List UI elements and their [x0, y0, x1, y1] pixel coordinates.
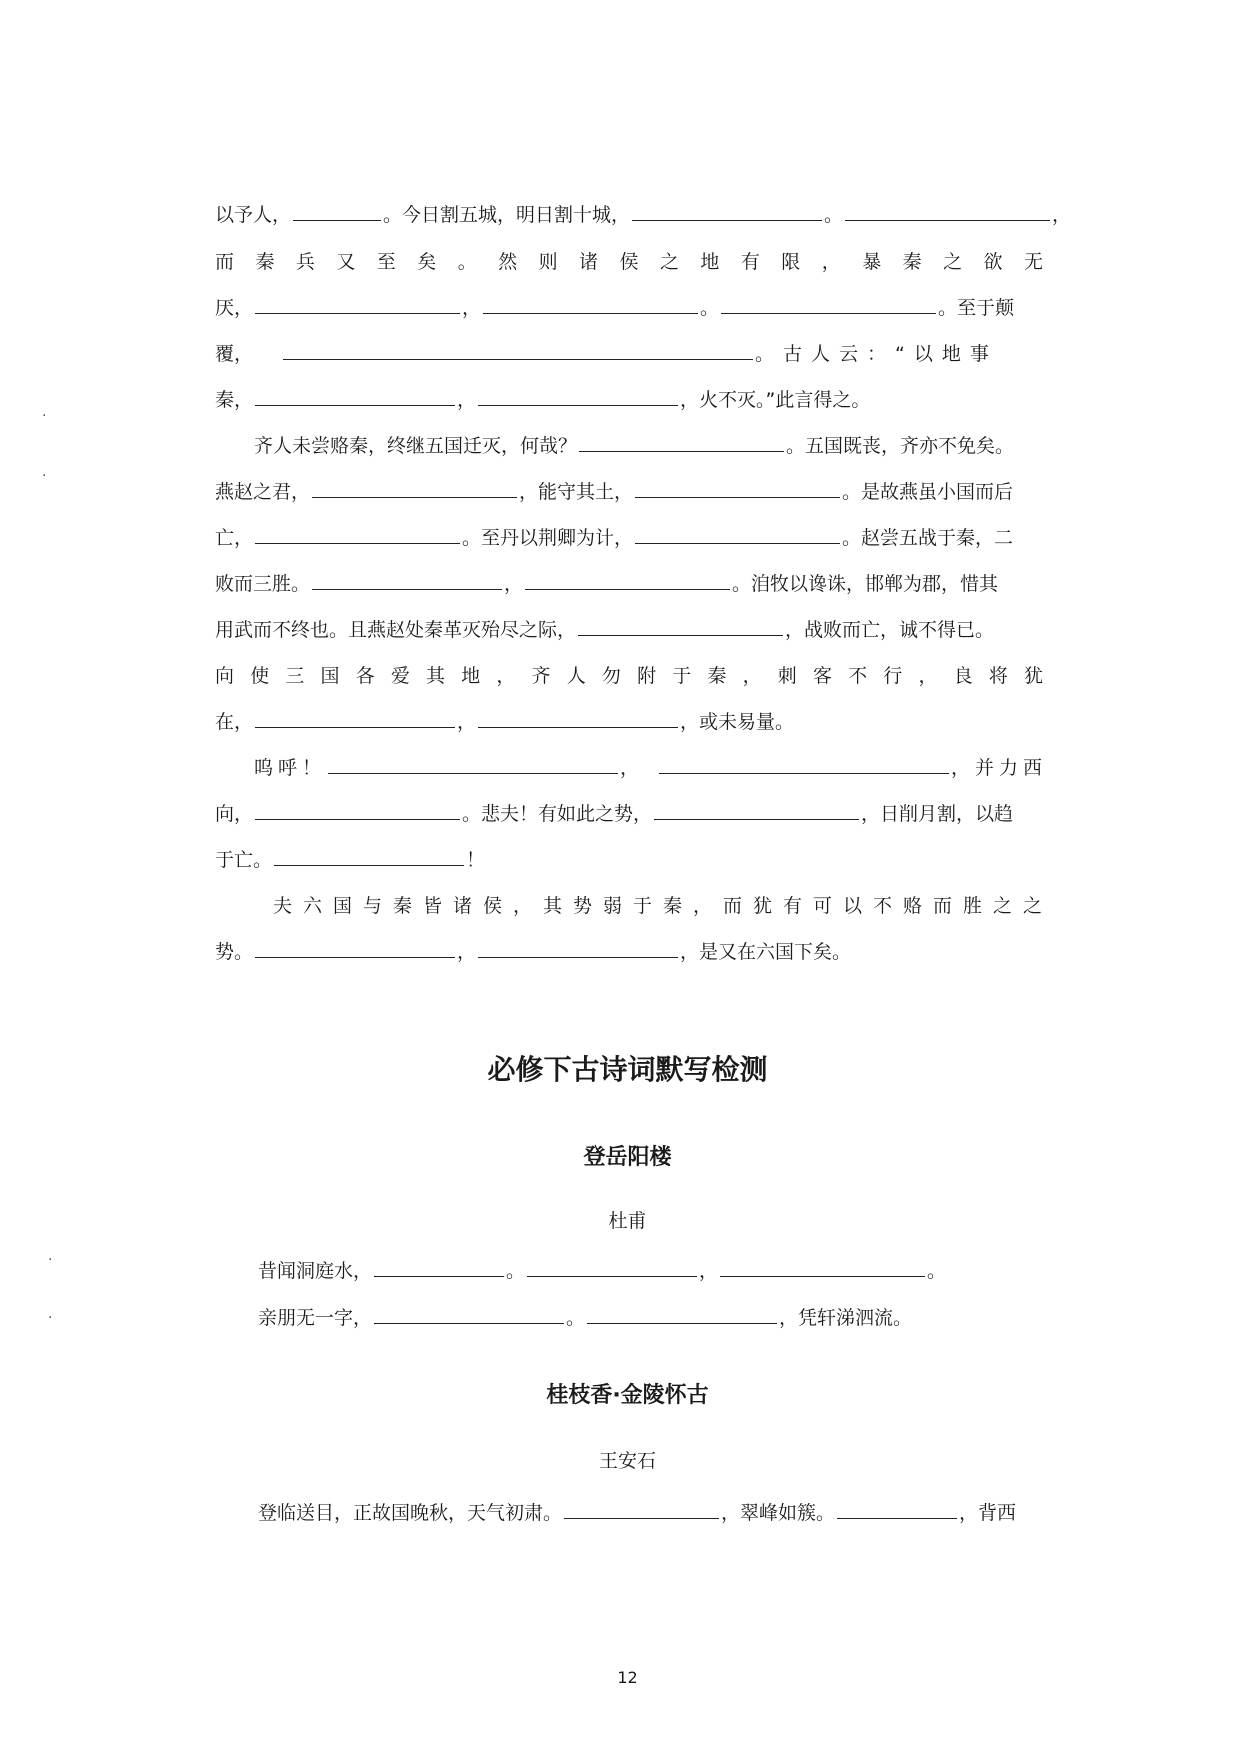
text: 在， [215, 711, 254, 733]
text: 败而三胜。 [215, 573, 311, 595]
poem-title-1: 登岳阳楼 [583, 1145, 672, 1170]
text: 燕赵之君， [215, 481, 311, 503]
page-number: 12 [617, 1668, 638, 1687]
text: ， [457, 711, 477, 733]
text: 亡， [215, 527, 254, 549]
text: ！ [466, 849, 486, 871]
text: 。是故燕虽小国而后 [842, 481, 1014, 503]
text: 。 [506, 1260, 526, 1282]
text: ，是又在六国下矣。 [680, 941, 852, 963]
passage-line-10 [215, 617, 1045, 643]
passage-line-2: 而秦兵又至矣。然则诸侯之地有限，暴秦之欲无 [215, 251, 1045, 273]
passage-line-6 [254, 433, 1044, 459]
poem2-line-1 [258, 1500, 1048, 1526]
answer-blank[interactable] [578, 617, 783, 636]
answer-blank[interactable] [635, 525, 840, 544]
poem-title-2: 桂枝香·金陵怀古 [546, 1383, 709, 1408]
text: 。五国既丧，齐亦不免矣。 [786, 435, 1015, 457]
text: 覆， [215, 343, 254, 365]
text: ，或未易量。 [680, 711, 795, 733]
answer-blank[interactable] [255, 295, 460, 314]
answer-blank[interactable] [255, 801, 460, 820]
text: 于亡。 [215, 849, 273, 871]
text: ，能守其土， [519, 481, 634, 503]
poem1-line-2 [258, 1305, 1048, 1331]
text: 秦， [215, 389, 254, 411]
answer-blank[interactable] [635, 479, 840, 498]
text: ， [457, 941, 477, 963]
passage-line-11: 向使三国各爱其地，齐人勿附于秦，刺客不行，良将犹 [215, 665, 1045, 687]
answer-blank[interactable] [527, 1258, 697, 1277]
text: ， [699, 1260, 719, 1282]
text: 以予人， [215, 204, 292, 226]
text: ， [504, 573, 524, 595]
answer-blank[interactable] [312, 571, 502, 590]
passage-line-7 [215, 479, 1045, 505]
passage-line-12 [215, 709, 1045, 735]
answer-blank[interactable] [374, 1258, 504, 1277]
answer-blank[interactable] [721, 295, 936, 314]
passage-line-13 [254, 755, 1048, 781]
text: ， [462, 297, 482, 319]
text: ，战败而亡，诚不得已。 [785, 619, 995, 641]
text: 。赵尝五战于秦，二 [842, 527, 1014, 549]
text: ，并力西 [951, 757, 1048, 779]
answer-blank[interactable] [328, 755, 618, 774]
answer-blank[interactable] [483, 295, 698, 314]
text: 登临送目，正故国晚秋，天气初肃。 [258, 1502, 563, 1524]
answer-blank[interactable] [720, 1258, 925, 1277]
passage-line-8 [215, 525, 1045, 551]
passage-line-15 [215, 847, 1045, 873]
answer-blank[interactable] [659, 755, 949, 774]
passage-line-17 [215, 939, 1045, 965]
poem-author-1: 杜甫 [608, 1210, 647, 1232]
scan-speck: · [48, 1252, 53, 1268]
passage-line-16: 夫六国与秦皆诸侯，其势弱于秦，而犹有可以不赂而胜之之 [273, 895, 1044, 917]
text: 向， [215, 803, 254, 825]
text: ，日削月割，以趋 [861, 803, 1014, 825]
passage-line-9 [215, 571, 1045, 597]
text: ，凭轩涕泗流。 [779, 1307, 913, 1329]
answer-blank[interactable] [255, 939, 455, 958]
text: 。 [566, 1307, 586, 1329]
answer-blank[interactable] [255, 387, 455, 406]
answer-blank[interactable] [579, 433, 784, 452]
passage-line-1 [215, 202, 1072, 228]
text: 。洎牧以谗诛，邯郸为郡，惜其 [732, 573, 999, 595]
text: ， [620, 757, 640, 779]
answer-blank[interactable] [374, 1305, 564, 1324]
text: 。今日割五城，明日割十城， [383, 204, 631, 226]
answer-blank[interactable] [845, 202, 1050, 221]
passage-line-14 [215, 801, 1045, 827]
text: ， [457, 389, 477, 411]
text: ，翠峰如簇。 [721, 1502, 836, 1524]
passage-line-4 [215, 341, 1045, 367]
answer-blank[interactable] [293, 202, 381, 221]
answer-blank[interactable] [274, 847, 464, 866]
text: 。 [700, 297, 720, 319]
passage-line-5 [215, 387, 1045, 413]
passage-line-3 [215, 295, 1045, 321]
text: 齐人未尝赂秦，终继五国迁灭，何哉？ [254, 435, 578, 457]
scan-speck: · [48, 1310, 53, 1326]
text: 。古人云：“以地事 [755, 343, 998, 365]
text: ， [1052, 204, 1072, 226]
text: 呜呼！ [254, 757, 327, 779]
scan-speck: · [42, 468, 47, 484]
text: ，火不灭。”此言得之。 [680, 389, 871, 411]
answer-blank[interactable] [837, 1500, 957, 1519]
scan-speck: · [42, 408, 47, 424]
text: 。至丹以荆卿为计， [462, 527, 634, 549]
answer-blank[interactable] [564, 1500, 719, 1519]
answer-blank[interactable] [255, 525, 460, 544]
answer-blank[interactable] [255, 709, 455, 728]
text: 。 [824, 204, 844, 226]
answer-blank[interactable] [478, 709, 678, 728]
text: ，背西 [959, 1502, 1017, 1524]
answer-blank[interactable] [283, 341, 753, 360]
answer-blank[interactable] [632, 202, 822, 221]
section-title: 必修下古诗词默写检测 [487, 1053, 768, 1086]
text: 势。 [215, 941, 254, 963]
answer-blank[interactable] [312, 479, 517, 498]
text: 亲朋无一字， [258, 1307, 373, 1329]
text: 。至于颠 [938, 297, 1015, 319]
answer-blank[interactable] [587, 1305, 777, 1324]
text: 用武而不终也。且燕赵处秦革灭殆尽之际， [215, 619, 577, 641]
text: 。 [927, 1260, 947, 1282]
poem1-line-1 [258, 1258, 1048, 1284]
answer-blank[interactable] [478, 387, 678, 406]
text: 。悲夫！有如此之势， [462, 803, 653, 825]
poem-author-2: 王安石 [598, 1450, 656, 1472]
answer-blank[interactable] [478, 939, 678, 958]
answer-blank[interactable] [654, 801, 859, 820]
text: 昔闻洞庭水， [258, 1260, 373, 1282]
text: 厌， [215, 297, 254, 319]
answer-blank[interactable] [525, 571, 730, 590]
